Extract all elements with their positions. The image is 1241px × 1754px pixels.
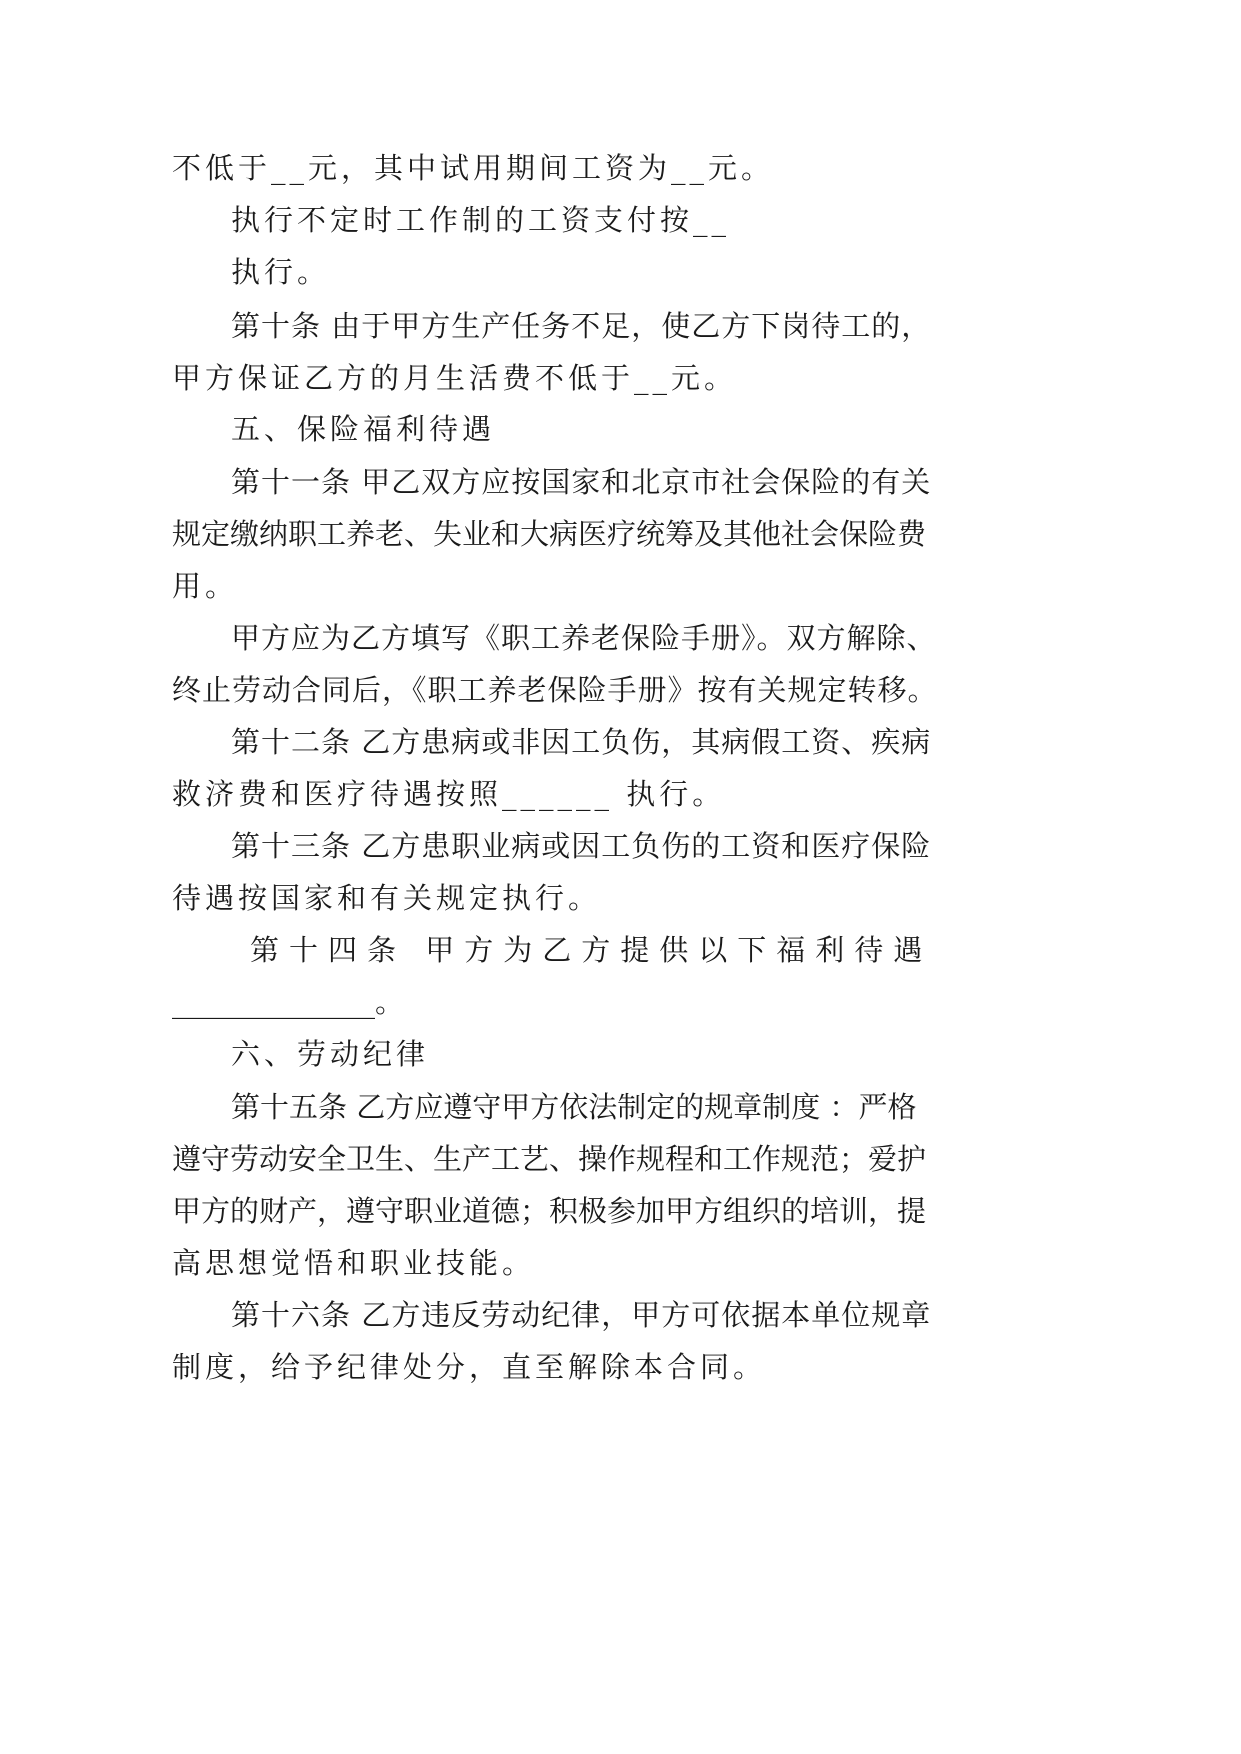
text-line-20: 遵守劳动安全卫生、生产工艺、操作规程和工作规范；爱护 [172,1142,927,1176]
text-line-9: 用。 [172,569,239,603]
text-line-12: 第十二条 乙方患病或非因工负伤，其病假工资、疾病 [231,725,932,759]
text-line-2: 执行不定时工作制的工资支付按__ [231,203,731,237]
text-line-4: 第十条 由于甲方生产任务不足，使乙方下岗待工的， [231,309,932,343]
text-line-21: 甲方的财产，遵守职业道德；积极参加甲方组织的培训，提 [172,1194,927,1228]
text-line-13: 救济费和医疗待遇按照______ 执行。 [172,777,726,811]
text-line-3: 执行。 [231,255,331,289]
text-line-10: 甲方应为乙方填写《职工养老保险手册》。双方解除、 [231,621,937,655]
text-line-19: 第十五条 乙方应遵守甲方依法制定的规章制度 ：严格 [231,1090,917,1124]
text-line-14: 第十三条 乙方患职业病或因工负伤的工资和医疗保险 [231,829,932,863]
section-heading-insurance: 五、保险福利待遇 [231,412,496,446]
text-line-5: 甲方保证乙方的月生活费不低于__元。 [172,361,738,395]
text-line-24: 制度，给予纪律处分，直至解除本合同。 [172,1350,767,1384]
text-line-8: 规定缴纳职工养老、失业和大病医疗统筹及其他社会保险费 [172,517,927,551]
text-line-16: 第十四条 甲方为乙方提供以下福利待遇 [250,933,933,967]
text-line-15: 待遇按国家和有关规定执行。 [172,881,602,915]
text-line-23: 第十六条 乙方违反劳动纪律，甲方可依据本单位规章 [231,1298,932,1332]
section-heading-discipline: 六、劳动纪律 [231,1037,430,1071]
text-line-11: 终止劳动合同后，《职工养老保险手册》按有关规定转移。 [172,673,938,707]
text-line-7: 第十一条 甲乙双方应按国家和北京市社会保险的有关 [231,465,932,499]
text-line-17: ______________。 [172,985,405,1019]
text-line-22: 高思想觉悟和职业技能。 [172,1246,536,1280]
text-line-1: 不低于__元，其中试用期间工资为__元。 [172,151,775,185]
